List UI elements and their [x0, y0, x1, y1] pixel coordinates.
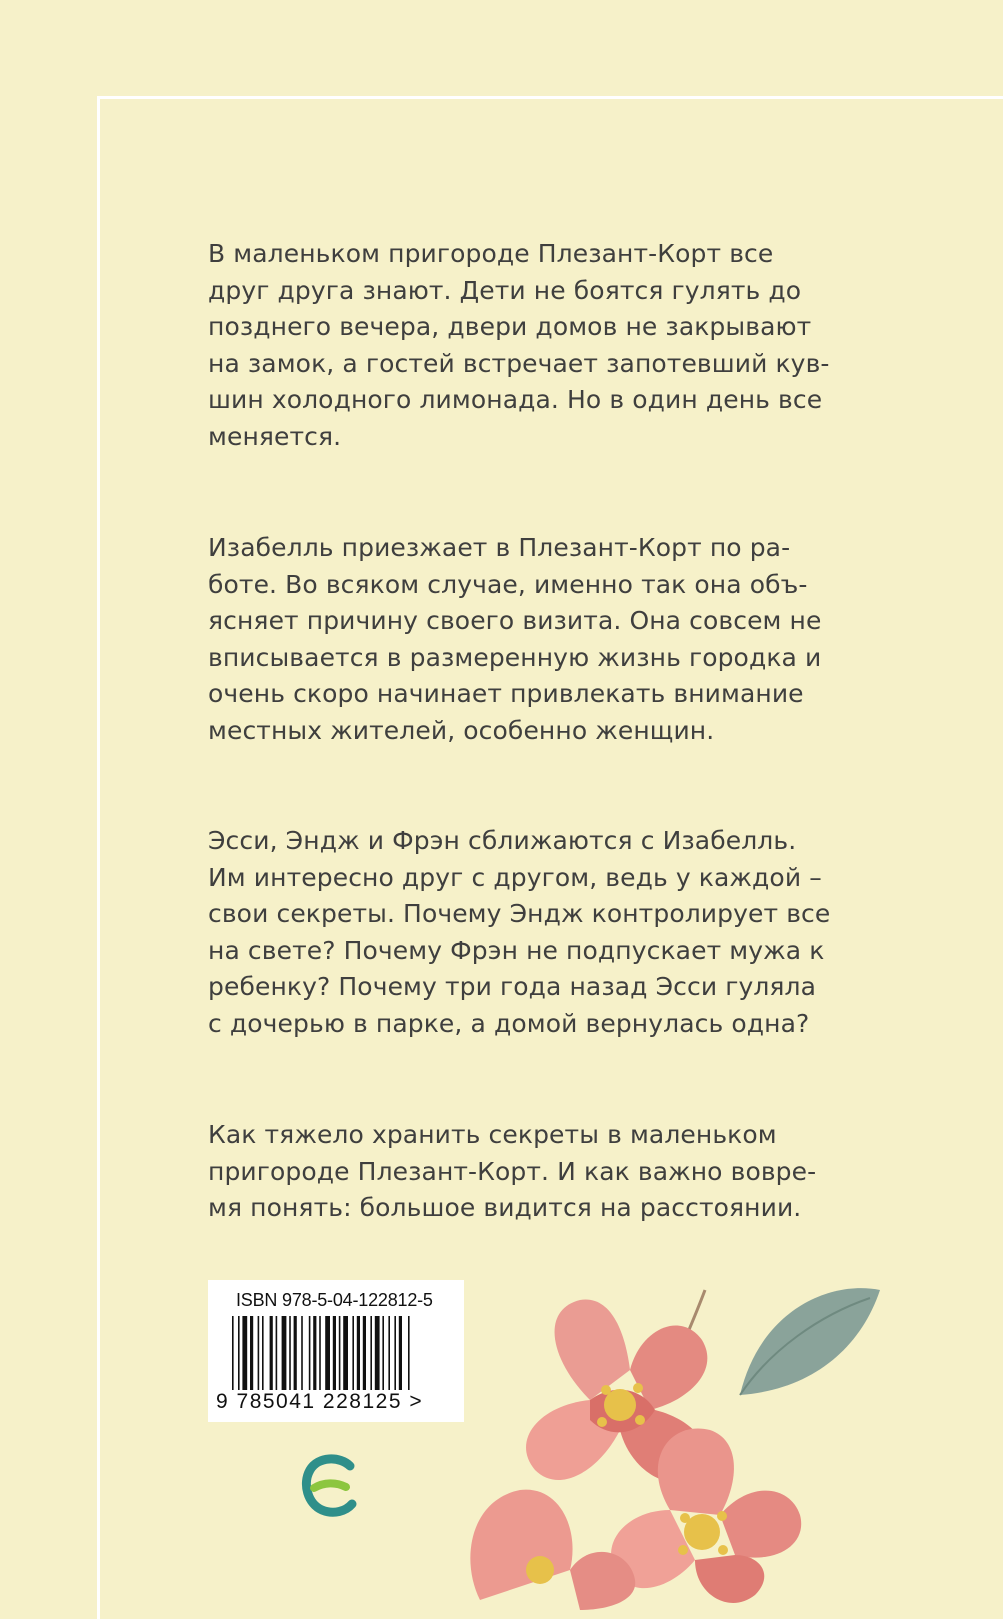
text-line: боте. Во всяком случае, именно так она объ- [208, 569, 808, 599]
flower-illustration-icon [440, 1270, 920, 1610]
paragraph-3 [208, 823, 876, 1042]
barcode-bar [242, 1316, 247, 1390]
barcode-bar [343, 1316, 348, 1390]
text-line: очень скоро начинает привлекать внимание [208, 679, 804, 708]
paragraph-4 [208, 1117, 876, 1227]
text-line: ребенку? Почему три года назад Эсси гуляла [208, 972, 817, 1001]
isbn-digits: 9 785041 228125 > [216, 1390, 424, 1413]
text-line: мя понять: большое видится на расстоянии. [208, 1193, 802, 1222]
barcode-bar [339, 1316, 341, 1390]
barcode-bar [250, 1316, 253, 1390]
barcode-bar [270, 1316, 273, 1390]
barcode-bar [276, 1316, 278, 1390]
barcode-bar [370, 1316, 372, 1390]
barcode-bar [258, 1316, 260, 1390]
text-line: Как тяжело хранить секреты в маленьком [208, 1120, 777, 1149]
text-line: с дочерью в парке, а домой вернулась одна? [208, 1008, 810, 1038]
text-line: шин холодного лимонада. Но в один день все [208, 385, 823, 414]
text-line: ясняет причину своего визита. Она совсем не [208, 606, 822, 635]
isbn-label: ISBN 978-5-04-122812-5 [236, 1290, 433, 1310]
barcode-bars [232, 1316, 442, 1392]
barcode-bar [352, 1316, 354, 1390]
barcode-bar [375, 1316, 380, 1390]
barcode-bar [289, 1316, 291, 1390]
barcode-bar [294, 1316, 297, 1390]
text-line: Изабелль приезжает в Плезант-Корт по ра- [208, 533, 791, 562]
eksmo-logo-icon [300, 1454, 358, 1520]
barcode-bar [301, 1316, 303, 1390]
paragraph-1 [208, 236, 876, 455]
text-line: В маленьком пригороде Плезант-Корт все [208, 239, 774, 268]
barcode-bar [325, 1316, 330, 1390]
text-line: на замок, а гостей встречает запотевший кув- [208, 348, 830, 378]
text-line: меняется. [208, 421, 342, 451]
text-line: друг друга знают. Дети не боятся гулять до [208, 275, 802, 305]
text-line: свои секреты. Почему Эндж контролирует все [208, 899, 831, 928]
barcode-bar [394, 1316, 396, 1390]
barcode-bar [408, 1316, 410, 1390]
barcode-bar [262, 1316, 264, 1390]
barcode-bar [238, 1316, 240, 1390]
barcode-bar [282, 1316, 287, 1390]
barcode-bar [357, 1316, 360, 1390]
barcode-bar [232, 1316, 234, 1390]
isbn-barcode [208, 1280, 464, 1422]
barcode-bar [309, 1316, 311, 1390]
barcode-bar [382, 1316, 384, 1390]
barcode-bar [319, 1316, 321, 1390]
barcode-bar [333, 1316, 336, 1390]
text-line: Эсси, Эндж и Фрэн сближаются с Изабелль. [208, 826, 797, 855]
barcode-bar [363, 1316, 366, 1390]
barcode-bar [399, 1316, 402, 1390]
paragraph-2 [208, 530, 876, 749]
text-line: Им интересно друг с другом, ведь у каждой – [208, 862, 822, 892]
text-line: местных жителей, особенно женщин. [208, 715, 715, 745]
barcode-bar [388, 1316, 390, 1390]
text-line: на свете? Почему Фрэн не подпускает мужа к [208, 935, 825, 965]
text-line: позднего вечера, двери домов не закрывают [208, 312, 812, 341]
text-line: вписывается в размеренную жизнь городка и [208, 642, 822, 672]
barcode-bar [313, 1316, 316, 1390]
text-line: пригороде Плезант-Корт. И как важно вовре- [208, 1156, 817, 1186]
